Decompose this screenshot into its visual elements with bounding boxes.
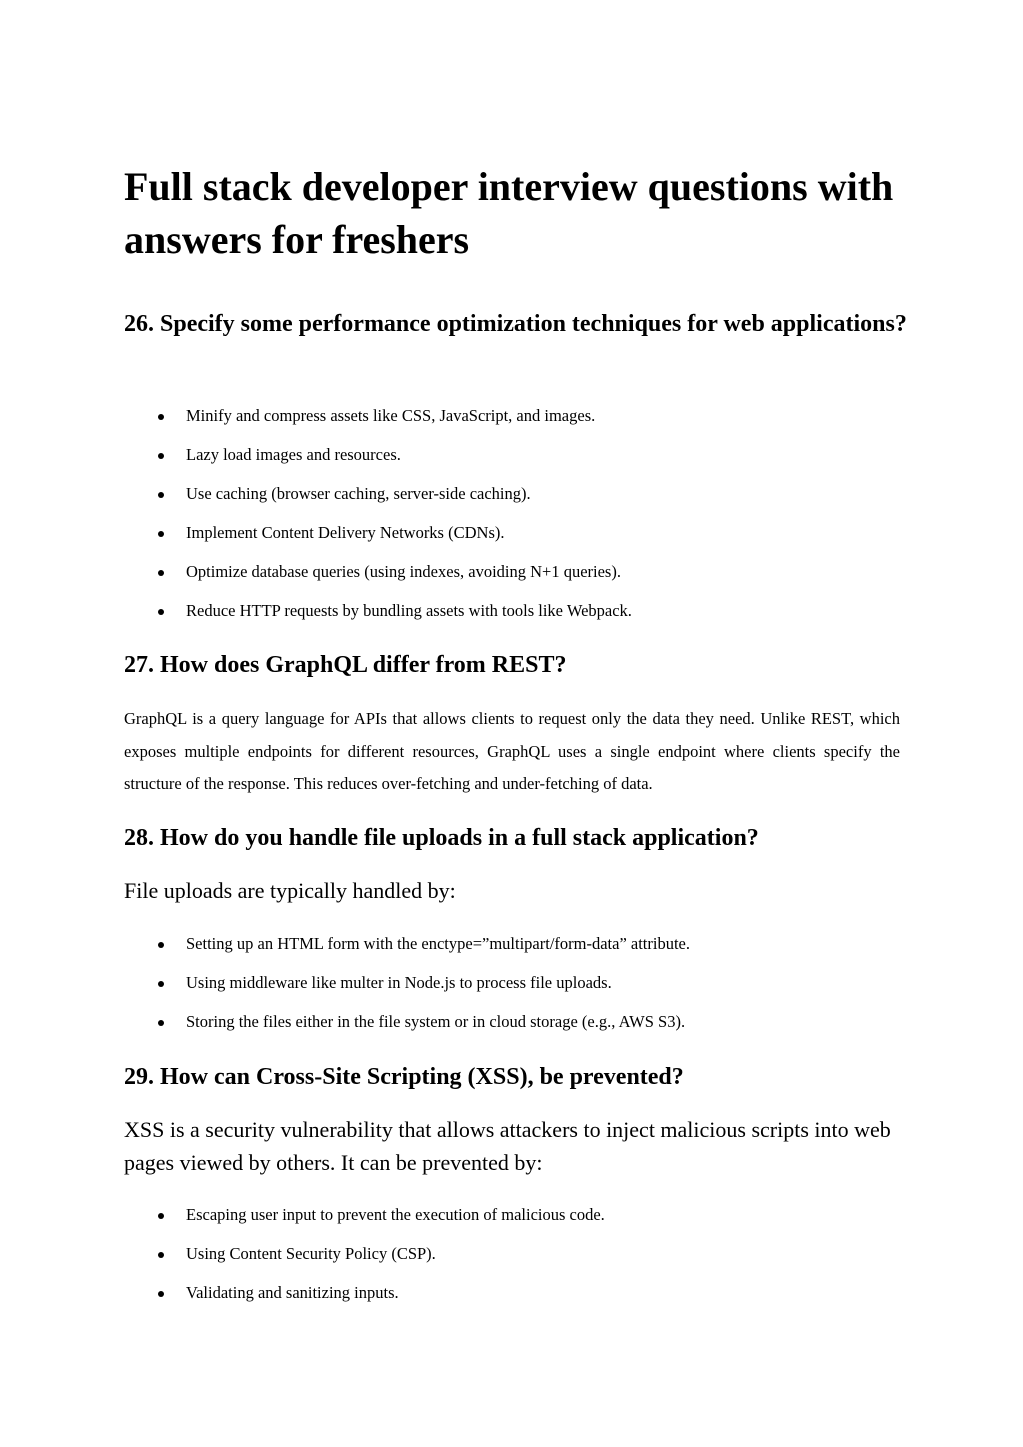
bullet-icon [158,1291,164,1297]
bullet-icon [158,492,164,498]
bullet-icon [158,570,164,576]
question-29-intro: XSS is a security vulnerability that allows attackers to inject malicious scripts into web pages viewed by others. It can be prevented by: [124,1117,891,1175]
list-item: Optimize database queries (using indexes, avoiding N+1 queries). [124,562,914,601]
bullet-icon [158,531,164,537]
bullet-icon [158,414,164,420]
bullet-icon [158,453,164,459]
list-item: Setting up an HTML form with the enctype=”multipart/form-data” attribute. [124,934,914,973]
question-27-heading: 27. How does GraphQL differ from REST? [124,652,567,678]
question-26-heading: 26. Specify some performance optimization techniques for web applications? [124,311,907,337]
question-28-intro: File uploads are typically handled by: [124,878,456,903]
list-item: Lazy load images and resources. [124,445,914,484]
list-item: Validating and sanitizing inputs. [124,1283,914,1322]
question-28-heading: 28. How do you handle file uploads in a full stack application? [124,825,759,851]
list-item: Use caching (browser caching, server-side caching). [124,484,914,523]
page-title: Full stack developer interview questions with answers for freshers [124,164,894,262]
list-item: Using Content Security Policy (CSP). [124,1244,914,1283]
list-item: Using middleware like multer in Node.js to process file uploads. [124,973,914,1012]
question-26-list [124,406,914,640]
list-item: Storing the files either in the file system or in cloud storage (e.g., AWS S3). [124,1012,914,1051]
question-28-list [124,934,914,1051]
bullet-icon [158,1252,164,1258]
list-item: Escaping user input to prevent the execution of malicious code. [124,1205,914,1244]
list-item: Reduce HTTP requests by bundling assets with tools like Webpack. [124,601,914,640]
question-27-answer: GraphQL is a query language for APIs that allows clients to request only the data they need. Unlike REST, which exposes multiple endpoints for different resources, GraphQL uses a single endpoint where clients specify the structure of the response. This reduces over-fetching and under-fetching of data. [124,709,900,793]
question-29-heading: 29. How can Cross-Site Scripting (XSS), be prevented? [124,1064,684,1090]
bullet-icon [158,981,164,987]
bullet-icon [158,609,164,615]
bullet-icon [158,942,164,948]
list-item: Minify and compress assets like CSS, JavaScript, and images. [124,406,914,445]
list-item: Implement Content Delivery Networks (CDNs). [124,523,914,562]
question-29-list [124,1205,914,1322]
bullet-icon [158,1213,164,1219]
bullet-icon [158,1020,164,1026]
